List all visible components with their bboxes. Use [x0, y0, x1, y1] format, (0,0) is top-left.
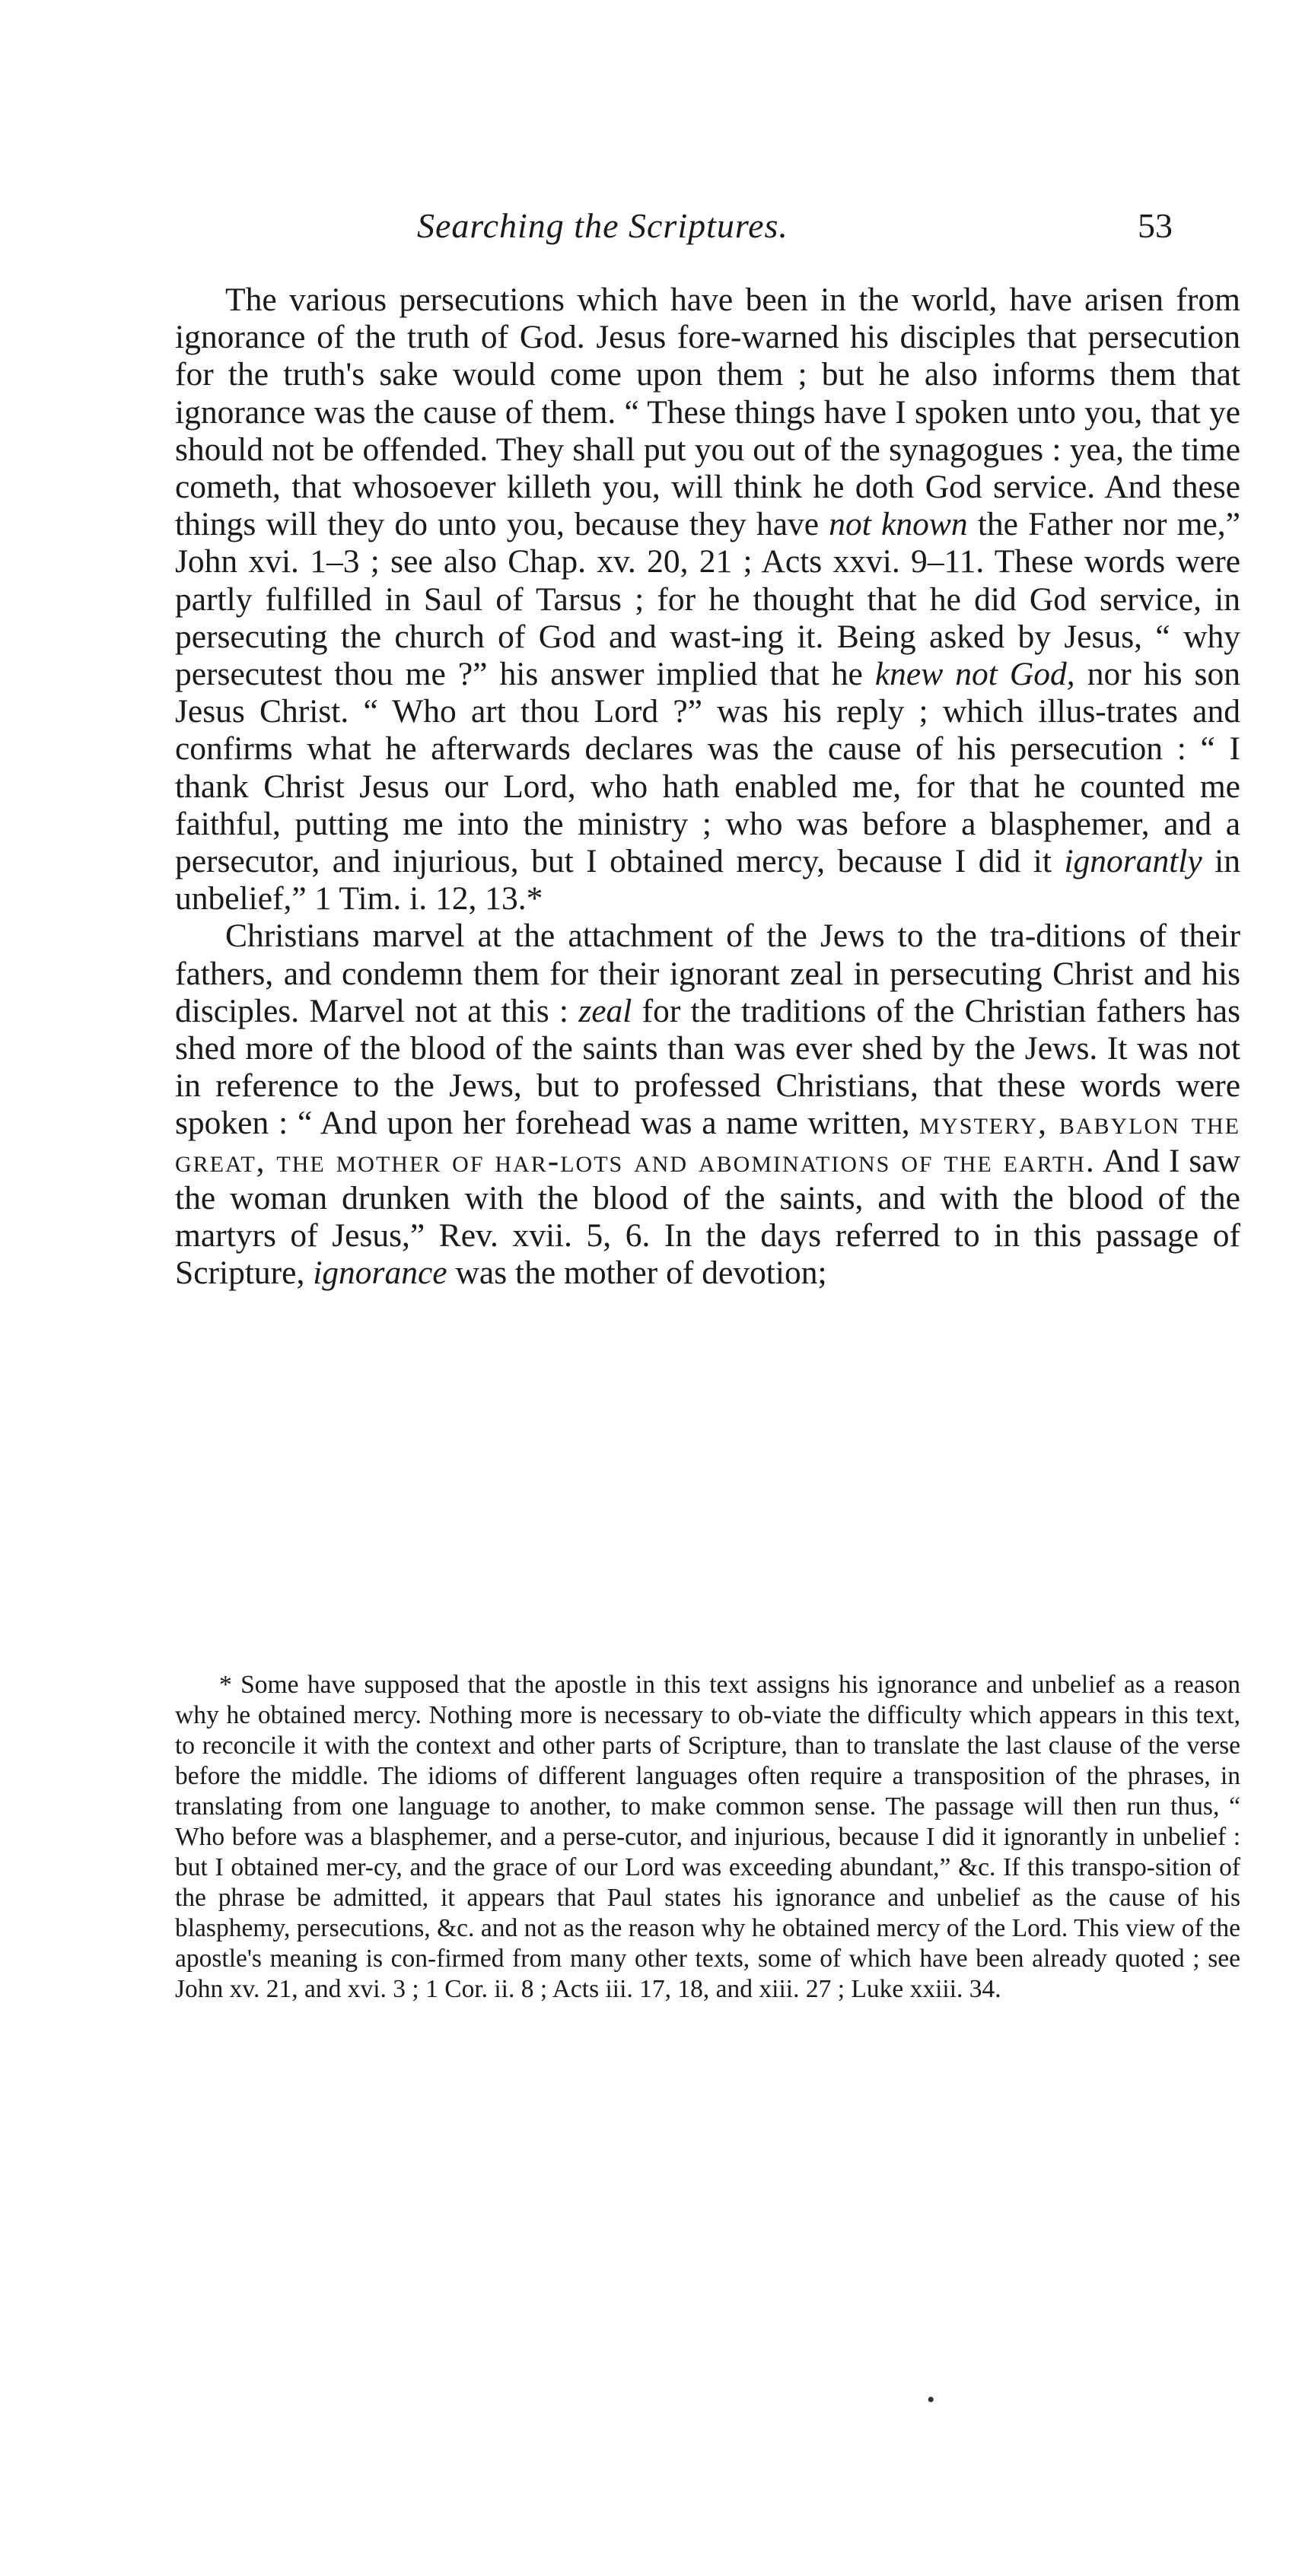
page-dot-mark: •	[927, 2387, 935, 2412]
text-run: nor his son Jesus Christ. “ Who art thou Lord ?” was his reply ; which illus-trates and confirms what he afterwards declares was the cause of his persecution : “ I thank Christ Jesus our Lord, who hath enabled me, for that he counted me faithful, putting me into the ministry ; who was before a blasphemer, and a persecutor, and injurious, but I obtained mercy, because I did it	[175, 656, 1240, 880]
page-header	[0, 205, 1302, 251]
italic-text: ignorantly	[1064, 843, 1202, 880]
page-number: 53	[1138, 206, 1173, 245]
italic-text: zeal	[578, 992, 632, 1029]
paragraph-1	[175, 281, 1240, 918]
text-run: The various persecutions which have been in the world, have arisen from ignorance of the truth of God. Jesus fore-warned his disciples that persecution for the truth's sake would come upon them ; but he also informs them that ignorance was the cause of them. “ These things have I spoken unto you, that ye should not be offended. They shall put you out of the synagogues : yea, the time cometh, that whosoever killeth you, will think he doth God service. And these things will they do unto you, because they have	[175, 281, 1240, 543]
text-run: in unbelief,” 1 Tim. i. 12, 13.*	[175, 843, 1241, 918]
text-run: was the mother of devotion;	[447, 1255, 827, 1292]
footnote	[175, 1670, 1240, 2005]
running-title: Searching the Scriptures.	[417, 206, 788, 245]
text-run: And I saw the woman drunken with the blood of the saints, and with the blood of the martyrs of Jesus,” Rev. xvii. 5, 6. In the days referred to in this passage of Scripture,	[175, 1142, 1240, 1292]
text-run: the Father nor me,” John xvi. 1–3 ; see also Chap. xv. 20, 21 ; Acts xxvi. 9–11. These words were partly fulfilled in Saul of Tarsus ; for he thought that he did God service, in persecuting the church of God and wast-ing it. Being asked by Jesus, “ why persecutest thou me ?” his answer implied that he	[175, 506, 1240, 693]
footnote-text: * Some have supposed that the apostle in this text assigns his ignorance and unbelief as a reason why he obtained mercy. Nothing more is necessary to ob-viate the difficulty which appears in this text, to reconcile it with the context and other parts of Scripture, than to translate the last clause of the verse before the middle. The idioms of different languages often require a transposition of the phrases, in translating from one language to another, to make common sense. The passage will then run thus, “ Who before was a blasphemer, and a perse-cutor, and injurious, because I did it ignorantly in unbelief : but I obtained mer-cy, and the grace of our Lord was exceeding abundant,” &c. If this transpo-sition of the phrase be admitted, it appears that Paul states his ignorance and unbelief as the cause of his blasphemy, persecutions, &c. and not as the reason why he obtained mercy of the Lord. This view of the apostle's meaning is con-firmed from many other texts, some of which have been already quoted ; see John xv. 21, and xvi. 3 ; 1 Cor. ii. 8 ; Acts iii. 17, 18, and xiii. 27 ; Luke xxiii. 34.	[175, 1671, 1240, 2003]
italic-text: not known	[829, 506, 968, 543]
text-run: Christians marvel at the attachment of the Jews to the tra-ditions of their fathers, and condemn them for their ignorant zeal in persecuting Christ and his disciples. Marvel not at this :	[175, 918, 1240, 1029]
main-text	[175, 281, 1240, 1292]
italic-text: ignorance	[313, 1255, 447, 1292]
text-run: for the traditions of the Christian fathers has shed more of the blood of the saints than was ever shed by the Jews. It was not in reference to the Jews, but to professed Christians, that these words were spoken : “ And upon her forehead was a name written,	[175, 992, 1241, 1142]
small-caps-text: mystery, babylon the great, the mother of har-lots and abominations of the earth.	[175, 1105, 1241, 1179]
paragraph-2	[175, 918, 1240, 1292]
italic-text: knew not God,	[874, 656, 1075, 693]
